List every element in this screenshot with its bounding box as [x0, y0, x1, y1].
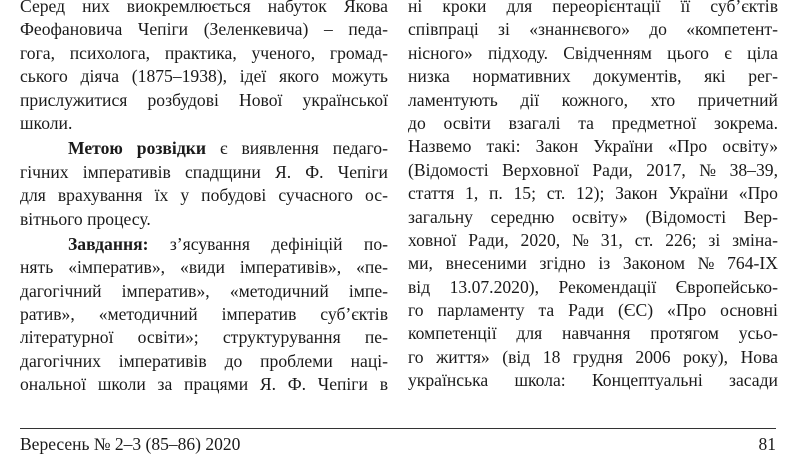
word: дефініцій — [271, 233, 343, 254]
word: внесеними — [445, 253, 527, 274]
word: № — [697, 253, 715, 274]
word: імпе- — [348, 280, 388, 301]
word: зі — [708, 229, 721, 250]
word: імперативів — [118, 350, 207, 371]
right-column — [408, 0, 778, 420]
word: (ЄС) — [618, 300, 654, 321]
word: засади — [729, 370, 778, 391]
word: Серед — [20, 0, 66, 16]
text-line — [20, 89, 388, 112]
word: ональної — [20, 374, 87, 395]
word: наці- — [350, 350, 388, 371]
word: року), — [683, 346, 729, 367]
text-line — [20, 326, 388, 349]
word: імперативів», — [239, 257, 342, 278]
word: 764-IX — [727, 253, 778, 274]
word: зміна- — [732, 229, 778, 250]
word: усьо- — [738, 323, 778, 344]
word: компетенції — [408, 323, 497, 344]
word: у — [180, 185, 190, 206]
word: імператив — [221, 304, 297, 325]
word: розбудові — [147, 89, 219, 110]
word: «Про — [667, 300, 707, 321]
word: співпраці — [408, 19, 479, 40]
word: хто — [650, 89, 676, 110]
word: Нова — [740, 346, 778, 367]
word: переорієнтації — [552, 0, 661, 16]
word: ученого, — [251, 42, 316, 63]
word: 226; — [665, 229, 697, 250]
page-footer — [20, 432, 776, 456]
word: № — [572, 229, 589, 250]
word: предметної — [611, 112, 697, 133]
text-line — [20, 280, 388, 303]
page-number: 81 — [758, 434, 776, 454]
word: 31, — [600, 229, 623, 250]
word: педаго- — [332, 138, 388, 159]
word: суб’єктів — [320, 304, 388, 325]
word: 15; — [513, 183, 536, 204]
word: «методичний — [98, 304, 198, 325]
word: 13.07.2020), — [449, 276, 540, 297]
word: їх — [154, 185, 169, 206]
word: кроки — [442, 0, 487, 16]
word: діяча — [80, 66, 120, 87]
word: спадщини — [184, 161, 261, 182]
word: якого — [278, 66, 320, 87]
word: виокремлюється — [126, 0, 251, 16]
word: Закон — [535, 136, 579, 157]
word: нять — [20, 257, 54, 278]
word: по- — [363, 233, 388, 254]
word: взагалі — [508, 112, 561, 133]
word: гога, — [20, 42, 55, 63]
word: життя» — [436, 346, 490, 367]
word: та — [538, 300, 555, 321]
text-line — [408, 346, 778, 369]
word: такі: — [486, 136, 521, 157]
word: зокрема. — [713, 112, 778, 133]
word: практика, — [164, 42, 237, 63]
word: «пе- — [356, 257, 388, 278]
word: (Зеленкевича) — [203, 19, 309, 40]
word: «імператив», — [68, 257, 166, 278]
text-line — [20, 112, 388, 135]
word: Чепіги — [137, 19, 189, 40]
word: 12); — [576, 183, 605, 204]
word: які — [704, 66, 726, 87]
word: прислужитися — [20, 89, 128, 110]
word: «види — [180, 257, 225, 278]
word: Ради, — [592, 159, 633, 180]
word: її — [680, 0, 691, 16]
word: середню — [490, 206, 555, 227]
word: дагогічних — [20, 350, 101, 371]
word: ми, — [408, 253, 433, 274]
word: працями — [184, 374, 249, 395]
word: сучасного — [278, 185, 353, 206]
word: виявлення — [241, 138, 319, 159]
text-line — [20, 65, 388, 88]
text-line — [20, 303, 388, 326]
word: Якова — [343, 0, 388, 16]
word: (Відомості — [408, 159, 489, 180]
text-line — [20, 233, 388, 256]
word: (від — [502, 346, 531, 367]
word: протягом — [650, 323, 719, 344]
word: Ради, — [468, 229, 509, 250]
left-column — [20, 0, 388, 420]
word: українська — [408, 370, 489, 391]
word: 2017, — [646, 159, 686, 180]
word: ст. — [546, 183, 566, 204]
word: зі — [498, 19, 510, 40]
word: навчання — [561, 323, 631, 344]
word: можуть — [331, 66, 388, 87]
word: «методичний — [229, 280, 329, 301]
text-line — [20, 161, 388, 184]
word: для — [20, 185, 46, 206]
word: до — [408, 112, 426, 133]
word: Європейсько- — [675, 276, 778, 297]
word: громад- — [329, 42, 388, 63]
word: Закон — [615, 183, 658, 204]
word: набуток — [267, 0, 327, 16]
word: в — [379, 374, 388, 395]
word: ратив», — [20, 304, 75, 325]
word: (Відомості — [645, 206, 727, 227]
text-line — [408, 322, 778, 345]
word: 18 — [542, 346, 561, 367]
word: гічних — [20, 161, 69, 182]
word: «Про — [668, 136, 708, 157]
word: побудові — [201, 185, 267, 206]
word: 1, — [465, 183, 479, 204]
word: «компетент- — [686, 19, 778, 40]
text-line — [408, 252, 778, 275]
word: із — [598, 253, 611, 274]
text-line — [408, 229, 778, 252]
word: п. — [488, 183, 503, 204]
word: Нової — [239, 89, 283, 110]
word: для — [506, 0, 533, 16]
word: від — [408, 276, 431, 297]
word: педа- — [348, 19, 388, 40]
word: освіти»; — [137, 327, 199, 348]
word: за — [157, 374, 173, 395]
word: нормативних — [472, 66, 571, 87]
word: структурування — [222, 327, 341, 348]
word: літературної — [20, 327, 114, 348]
word: та — [578, 112, 594, 133]
text-line — [408, 42, 778, 65]
word: проблеми — [260, 350, 333, 371]
word: нісного» — [408, 42, 473, 63]
word: них — [82, 0, 110, 16]
word: причетний — [697, 89, 778, 110]
text-line — [408, 369, 778, 392]
word: освіти — [443, 112, 491, 133]
word: го — [408, 300, 424, 321]
text-line — [20, 184, 388, 207]
word: 38–39, — [729, 159, 778, 180]
word: до — [649, 19, 667, 40]
word: цього — [667, 42, 709, 63]
text-line — [408, 276, 778, 299]
text-line — [20, 208, 388, 231]
word: рег- — [748, 66, 778, 87]
word: України — [593, 136, 653, 157]
text-line — [408, 182, 778, 205]
text-line — [408, 159, 778, 182]
word: Рекомендації — [558, 276, 657, 297]
text-line — [20, 0, 388, 18]
word: Феофановича — [20, 19, 123, 40]
word: освіту» — [572, 206, 628, 227]
word: № — [699, 159, 717, 180]
text-line — [20, 42, 388, 65]
word: Я. — [259, 374, 276, 395]
word: Метою — [68, 138, 123, 159]
word: Я. — [274, 161, 292, 182]
word: – — [323, 19, 333, 40]
word: парламенту — [437, 300, 525, 321]
word: української — [302, 89, 388, 110]
word: школа: — [514, 370, 566, 391]
word: психолога, — [69, 42, 151, 63]
text-line — [408, 112, 778, 135]
word: Чепіги — [337, 161, 388, 182]
word: є — [724, 42, 732, 63]
word: імперативів — [82, 161, 171, 182]
word: Чепіги — [317, 374, 368, 395]
word: до — [224, 350, 243, 371]
word: для — [516, 323, 543, 344]
word: 2020, — [520, 229, 561, 250]
word: ні — [408, 0, 423, 16]
word: процесу. — [87, 208, 151, 229]
word: Завдання: — [68, 233, 149, 254]
text-line — [20, 137, 388, 160]
text-line — [20, 373, 388, 396]
word: ціла — [747, 42, 778, 63]
word: Назвемо — [408, 136, 472, 157]
word: основні — [720, 300, 778, 321]
word: ховної — [408, 229, 457, 250]
word: врахування — [57, 185, 143, 206]
word: суб’єктів — [710, 0, 778, 16]
word: школи. — [20, 112, 73, 133]
word: є — [219, 138, 228, 159]
word: ос- — [365, 185, 388, 206]
word: згідно — [539, 253, 586, 274]
word: освіту» — [722, 136, 778, 157]
word: Ф. — [305, 161, 324, 182]
word: грудня — [572, 346, 623, 367]
word: Концептуальні — [591, 370, 703, 391]
text-line — [408, 135, 778, 158]
footer-rule — [20, 428, 776, 429]
word: Ф. — [287, 374, 307, 395]
word: ідеї — [239, 66, 267, 87]
text-line — [408, 89, 778, 112]
word: низка — [408, 66, 450, 87]
text-line — [20, 256, 388, 279]
word: розвідки — [136, 138, 206, 159]
text-line — [408, 0, 778, 18]
word: з’ясування — [169, 233, 250, 254]
word: Верховної — [502, 159, 579, 180]
word: загальну — [408, 206, 473, 227]
word: (1875–1938), — [131, 66, 228, 87]
issue-info: Вересень № 2–3 (85–86) 2020 — [20, 434, 241, 454]
word: ст. — [634, 229, 654, 250]
word: «Про — [738, 183, 778, 204]
word: документів, — [593, 66, 682, 87]
word: го — [408, 346, 424, 367]
word: Ради — [568, 300, 605, 321]
word: Вер- — [743, 206, 778, 227]
word: дагогічний — [20, 280, 102, 301]
word: 2006 — [635, 346, 671, 367]
text-line — [20, 350, 388, 373]
text-line — [408, 18, 778, 41]
word: ського — [20, 66, 68, 87]
word: України — [668, 183, 729, 204]
word: дії — [520, 89, 540, 110]
word: пе- — [364, 327, 388, 348]
word: Свідченням — [563, 42, 652, 63]
text-line — [408, 206, 778, 229]
text-line — [20, 18, 388, 41]
word: стаття — [408, 183, 455, 204]
word: вітнього — [20, 208, 83, 229]
text-line — [408, 65, 778, 88]
text-line — [408, 299, 778, 322]
word: підходу. — [487, 42, 549, 63]
word: «знаннєвого» — [529, 19, 630, 40]
word: Законом — [622, 253, 685, 274]
word: кожного, — [561, 89, 629, 110]
word: школи — [97, 374, 146, 395]
word: ламентують — [408, 89, 498, 110]
word: імператив», — [121, 280, 210, 301]
